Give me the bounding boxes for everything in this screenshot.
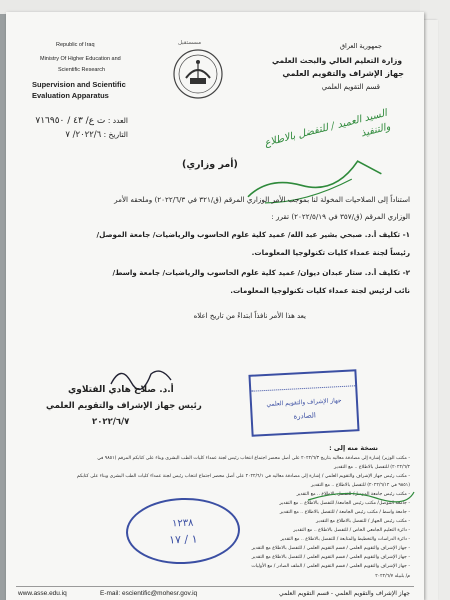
distribution-item: ٢٠٢٢/٦/٢) للتفضل بالاطلاع .. مع التقدير: [334, 465, 410, 470]
signer-date: ٢٠٢٢/٦/٧: [92, 417, 130, 427]
distribution-heading: نسخة منه إلى :: [329, 444, 378, 452]
body-line-5: ٢- تكليف أ.د. ستار عبدان ديوان/ عميد كلية علوم الحاسوب والرياضيات/ جامعة واسط/: [112, 268, 410, 277]
outgoing-stamp: جهاز الإشراف والتقويم العلمي الصادرة: [248, 369, 359, 437]
distribution-item: - دائرة التعليم الجامعي الخاص / للتفضل بالاطلاع .. مع التقدير: [293, 528, 410, 533]
apparatus-logo: [172, 48, 224, 100]
body-line-2: الوزاري المرقم (ق/٣٥٧ في ٢٠٢٢/٥/١٩) تقرر :: [271, 212, 410, 221]
en-ministry-line2: Scientific Research: [58, 67, 106, 73]
ref-number: العدد : ت ع/ ٤٣ / ٧١٦٩٥٠: [35, 116, 128, 126]
document-title: (أمر وزاري): [182, 159, 238, 170]
ar-dept: قسم التقويم العلمي: [321, 83, 380, 91]
ref-date: التاريخ : ٢٠٢٢/٦/ ٧: [65, 130, 128, 140]
distribution-item: - دائرة الدراسات والتخطيط والمتابعة / للتفضل بالاطلاع .. مع التقدير: [280, 537, 410, 542]
effective-statement: يعد هذا الأمر نافذاً ابتداءً من تاريخ اعلاه: [193, 312, 306, 320]
signer-title: رئيس جهاز الإشراف والتقويم العلمي: [46, 401, 202, 411]
distribution-item: (٩٨٥١ في ٢٠٢٢/٦/١٢) للتفضل بالاطلاع .. مع التقدير: [310, 483, 410, 488]
distribution-item: - جهاز الإشراف والتقويم العلمي / قسم التقويم العلمي / الملف الصادر / مع الأوليات: [251, 564, 410, 569]
footer-email: E-mail: escientific@mohesr.gov.iq: [100, 590, 198, 597]
en-ministry-line1: Ministry Of Higher Education and: [40, 56, 121, 62]
footer-divider: [16, 586, 414, 587]
distribution-item: - مكتب رئيس الجهاز / للتفضل بالاطلاع مع التقدير: [316, 519, 410, 524]
body-line-3: ١- تكليف أ.د. صبحي بشير عبد الله/ عميد كلية علوم الحاسوب والرياضيات/ جامعة الموصل/: [96, 230, 410, 239]
signer-name: أ.د. صلاح هادي الفتلاوي: [68, 385, 174, 395]
received-oval-stamp: ١٢٣٨ ١ / ١٧: [125, 496, 241, 566]
en-apparatus-line2: Evaluation Apparatus: [32, 91, 109, 100]
body-line-6: نائب لرئيس لجنة عمداء كليات تكنولوجيا المعلومات.: [230, 286, 410, 295]
en-apparatus-line1: Supervision and Scientific: [32, 80, 126, 89]
distribution-item: - مكتب الوزير/ إشارة إلى مصادقة معاليه بتاريخ ٢٠٢٢/٦/٣ على أصل محضر اجتماع انتخاب رئيس لجنة عمداء كليات الطب البشري وبناء على كتابكم المرقم (٩٨٥١ في: [97, 456, 410, 461]
green-handwritten-note: السيد العميد / للتفضل بالاطلاع والتنفيذ: [240, 107, 402, 211]
distribution-item: م/ بلبيله ٢٠٢٢/٦/٧: [375, 574, 410, 579]
distribution-item: - جامعة واسط / مكتب رئيس الجامعة / للتفضل بالاطلاع .. مع التقدير: [279, 510, 410, 515]
distribution-item: - جامعة الموصل/ مكتب رئيس الجامعة/ للتفضل بالاطلاع .. مع التقدير: [279, 501, 410, 506]
distribution-item: - جهاز الإشراف والتقويم العلمي / قسم التقويم العلمي / للتفضل بالاطلاع مع التقدير: [251, 555, 410, 560]
footer-website: www.asse.edu.iq: [18, 590, 67, 597]
ar-country: جمهورية العراق: [340, 42, 382, 50]
logo-caption: مسستقبل: [178, 40, 202, 46]
body-line-1: استناداً إلى الصلاحيات المخولة لنا بموجب الأمر الوزاري المرقم (ق/٣٢١ في ٢٠٢٢/٦/٣) وملحقه الأمر: [114, 195, 410, 204]
body-line-4: رئيساً لجنة عمداء كليات تكنولوجيا المعلومات.: [251, 248, 410, 257]
distribution-item: - جهاز الإشراف والتقويم العلمي / قسم التقويم العلمي / للتفضل بالاطلاع مع التقدير: [251, 546, 410, 551]
green-scribble: [306, 486, 416, 506]
distribution-item: - مكتب رئيس جهاز الإشراف والتقويم العلمي / إشارة إلى مصادقة معاليه في ٢٠٢٢/٦/١ على أصل محضر اجتماع انتخاب رئيس لجنة عمداء كليات الطب البشري وبناء على كتابكم: [76, 474, 410, 479]
distribution-item: - مكتب رئيس جامعة الموصل/ للتفضل بالاطلاع .. مع التقدير: [296, 492, 410, 497]
en-country: Republic of Iraq: [56, 42, 95, 48]
ar-ministry: وزارة التعليم العالي والبحث العلمي: [271, 56, 402, 65]
footer-arabic: جهاز الإشراف والتقويم العلمي - قسم التقويم العلمي: [278, 590, 410, 597]
ar-apparatus: جهاز الإشراف والتقويم العلمي: [282, 69, 404, 78]
letter-page: [6, 12, 424, 600]
